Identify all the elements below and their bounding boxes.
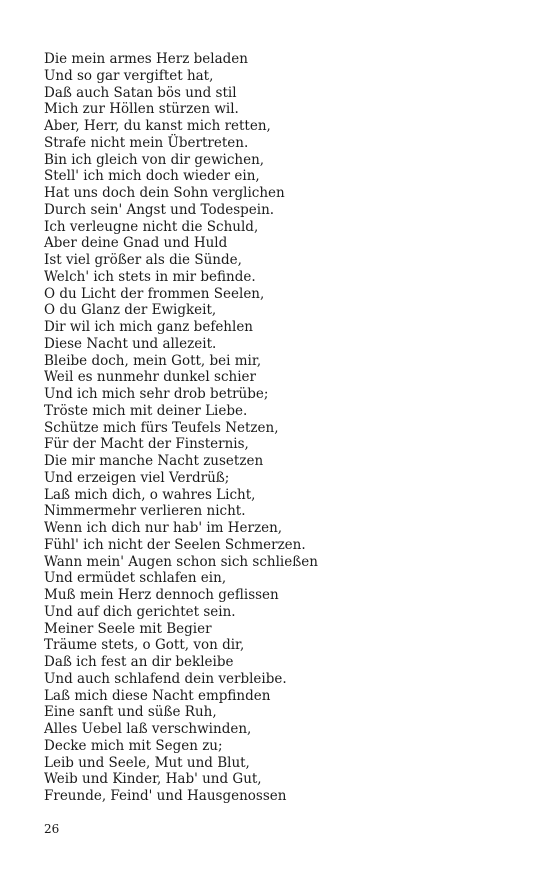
poem-line: Und ich mich sehr drob betrübe; (44, 386, 269, 402)
poem-line: Bin ich gleich von dir gewichen, (44, 151, 265, 168)
poem-line: Und erzeigen viel Verdrüß; (44, 469, 230, 486)
poem-text (44, 51, 524, 805)
poem-line: Fühl' ich nicht der Seelen Schmerzen. (44, 536, 306, 553)
poem-line: Träume stets, o Gott, von dir, (44, 637, 245, 654)
poem-line: Laß mich diese Nacht empfinden (44, 687, 271, 704)
poem-line: Wann mein' Augen schon sich schließen (44, 553, 318, 570)
poem-line: Stell' ich mich doch wieder ein, (44, 168, 260, 185)
poem-line: O du Glanz der Ewigkeit, (44, 302, 217, 319)
poem-line: Strafe nicht mein Übertreten. (44, 134, 249, 151)
poem-line: Bleibe doch, mein Gott, bei mir, (44, 352, 262, 369)
poem-line: Diese Nacht und allezeit. (44, 335, 217, 352)
poem-line: Hat uns doch dein Sohn verglichen (44, 185, 285, 201)
poem-line: Schütze mich fürs Teufels Netzen, (44, 419, 279, 436)
poem-line: Aber, Herr, du kanst mich retten, (44, 118, 271, 134)
poem-line: Und ermüdet schlafen ein, (44, 570, 227, 587)
poem-line: Und auf dich gerichtet sein. (44, 603, 236, 620)
poem-line: Daß ich fest an dir bekleibe (44, 654, 234, 670)
poem-line: Leib und Seele, Mut und Blut, (44, 754, 250, 771)
poem-line: Decke mich mit Segen zu; (44, 737, 223, 754)
poem-line: Ist viel größer als die Sünde, (44, 252, 242, 268)
poem-line: Welch' ich stets in mir befinde. (44, 268, 256, 285)
poem-line: Tröste mich mit deiner Liebe. (44, 402, 248, 419)
poem-line: Durch sein' Angst und Todespein. (44, 201, 275, 218)
poem-line: Freunde, Feind' und Hausgenossen (44, 788, 287, 804)
poem-line: Alles Uebel laß verschwinden, (44, 721, 252, 737)
poem-line: Ich verleugne nicht die Schuld, (44, 218, 259, 235)
poem-line: Und auch schlafend dein verbleibe. (44, 670, 287, 687)
poem-line: Für der Macht der Finsternis, (44, 436, 249, 453)
poem-line: Die mir manche Nacht zusetzen (44, 453, 264, 469)
poem-line: Daß auch Satan bös und stil (44, 84, 237, 101)
poem-line: Meiner Seele mit Begier (44, 620, 212, 637)
page-number: 26 (44, 822, 60, 836)
poem-line: Die mein armes Herz beladen (44, 51, 248, 67)
poem-line: Dir wil ich mich ganz befehlen (44, 319, 253, 335)
poem-line: Und so gar vergiftet hat, (44, 67, 214, 84)
poem-line: Muß mein Herz dennoch geflissen (44, 587, 279, 603)
poem-line: Nimmermehr verlieren nicht. (44, 503, 246, 520)
poem-line: Weil es nunmehr dunkel schier (44, 369, 256, 386)
poem-line: Eine sanft und süße Ruh, (44, 704, 217, 721)
poem-line: Weib und Kinder, Hab' und Gut, (44, 771, 262, 788)
poem-line: Wenn ich dich nur hab' im Herzen, (44, 520, 283, 536)
poem-line: Laß mich dich, o wahres Licht, (44, 486, 256, 503)
poem-line: O du Licht der frommen Seelen, (44, 285, 265, 302)
poem-line: Mich zur Höllen stürzen wil. (44, 101, 239, 118)
poem-line: Aber deine Gnad und Huld (44, 235, 228, 252)
